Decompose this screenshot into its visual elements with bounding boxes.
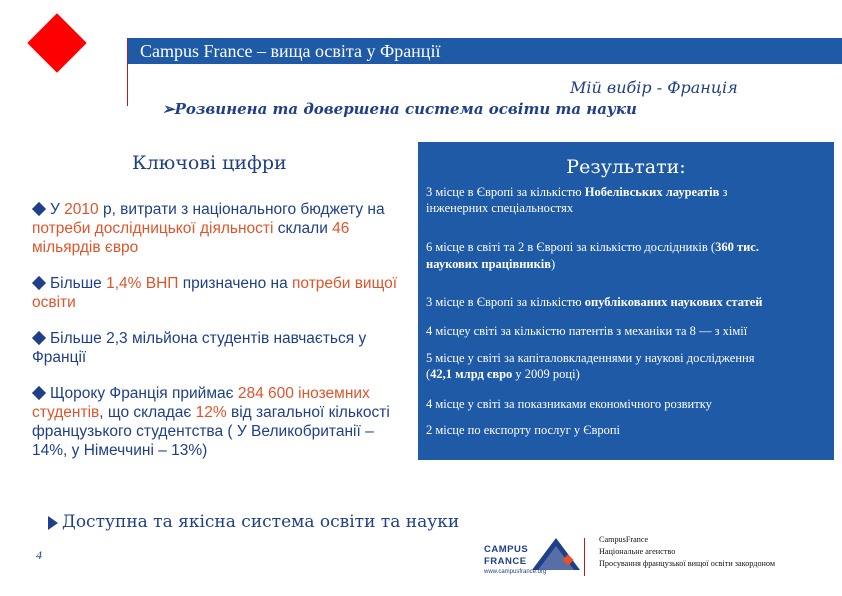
text-run: 5 місце у світі за капіталовкладеннями у наукові дослідження xyxy=(426,351,755,365)
diamond-bullet-icon xyxy=(32,331,46,345)
lead-line-text: Розвинена та довершена система освіти та науки xyxy=(174,100,637,118)
key-figures-title: Ключові цифри xyxy=(132,152,287,174)
text-run: , що складає xyxy=(99,404,196,421)
text-run: з xyxy=(719,185,728,199)
highlight-text: 12% xyxy=(195,404,227,421)
text-run: Більше xyxy=(50,275,107,292)
text-run: Щороку Франція приймає xyxy=(50,385,238,402)
diamond-bullet-icon xyxy=(32,202,46,216)
bold-text: Нобелівських лауреатів xyxy=(584,185,720,199)
result-item-continued xyxy=(426,256,555,272)
highlight-text: 284 600 іноземних студентів xyxy=(32,385,370,421)
footer-line2: Національне агенство xyxy=(599,547,676,556)
text-run: призначено на xyxy=(178,275,293,292)
logo-text-line1: CAMPUS xyxy=(484,544,529,555)
diamond-bullet-icon xyxy=(32,386,46,400)
text-run: 4 місце у світі за показниками економічного розвитку xyxy=(426,397,712,411)
bold-text: опублікованих наукових статей xyxy=(584,295,763,309)
result-item xyxy=(426,239,759,255)
text-run: ( xyxy=(426,367,431,381)
text-run: 3 місце в Європі за кількістю xyxy=(426,295,585,309)
page-number: 4 xyxy=(36,548,42,562)
results-panel xyxy=(418,142,834,460)
header-divider-line xyxy=(127,38,128,106)
highlight-text: 2010 xyxy=(64,201,99,218)
result-item xyxy=(426,294,763,310)
campus-france-logo-icon xyxy=(530,536,582,572)
arrow-bullet-icon: ➢ xyxy=(162,100,175,118)
text-run: склали xyxy=(273,220,333,237)
text-run: інженерних спеціальностях xyxy=(426,201,574,215)
footer-divider-line xyxy=(584,538,585,576)
key-figure-item xyxy=(32,200,412,257)
results-title: Результати: xyxy=(566,156,686,178)
footer-info xyxy=(599,534,775,570)
result-item xyxy=(426,350,754,366)
highlight-text: освіти xyxy=(32,294,76,311)
slide-subtitle: Мій вибір - Франція xyxy=(570,78,738,97)
logo-url-text: www.campusfrance.org xyxy=(484,569,547,575)
text-run: 6 місце в світі та 2 в Європі за кількістю дослідників ( xyxy=(426,240,716,254)
result-item xyxy=(426,184,727,200)
red-diamond-decoration xyxy=(27,13,86,72)
bottom-banner-text: Доступна та якісна система освіти та науки xyxy=(62,512,460,532)
text-run: У xyxy=(50,201,65,218)
result-item xyxy=(426,422,620,438)
result-item-continued xyxy=(426,200,573,216)
result-item xyxy=(426,323,747,339)
footer-line1: CampusFrance xyxy=(599,535,649,544)
text-run: 2 місце по експорту послуг у Європі xyxy=(426,423,621,437)
key-figure-item xyxy=(32,329,412,367)
bold-text: 42,1 млрд євро xyxy=(430,367,513,381)
header-title: Campus France – вища освіта у Франції xyxy=(140,41,441,61)
highlight-text: потреби вищої xyxy=(292,275,398,292)
key-figure-item xyxy=(32,384,412,460)
lead-line xyxy=(162,100,637,118)
text-run: р, витрати з національного бюджету на xyxy=(98,201,385,218)
result-item-continued xyxy=(426,366,580,382)
text-run: у 2009 році) xyxy=(512,367,580,381)
text-run: Більше 2,3 мільйона студентів навчається у Франції xyxy=(32,330,367,366)
key-figure-item xyxy=(32,274,412,312)
result-item xyxy=(426,396,712,412)
footer-line3: Просування французької вищої освіти закордоном xyxy=(599,559,776,568)
highlight-text: потреби дослідницької діяльності xyxy=(32,220,274,237)
logo-text-line2: FRANCE xyxy=(484,556,527,567)
text-run: від загальної кількості французького студентства ( У Великобританії – 14%, у Німеччині – 13%) xyxy=(32,404,390,459)
play-arrow-icon xyxy=(48,516,58,530)
diamond-bullet-icon xyxy=(32,276,46,290)
text-run: 3 місце в Європі за кількістю xyxy=(426,185,585,199)
bold-text: наукових працівників xyxy=(426,257,552,271)
bold-text: 360 тис. xyxy=(715,240,759,254)
text-run: ) xyxy=(551,257,556,271)
highlight-text: 46 мільярдів євро xyxy=(32,220,350,256)
key-figures-list xyxy=(32,200,412,460)
text-run: 4 місцеу світі за кількістю патентів з механіки та 8 — з хімії xyxy=(426,324,748,338)
highlight-text: 1,4% ВНП xyxy=(106,275,179,292)
